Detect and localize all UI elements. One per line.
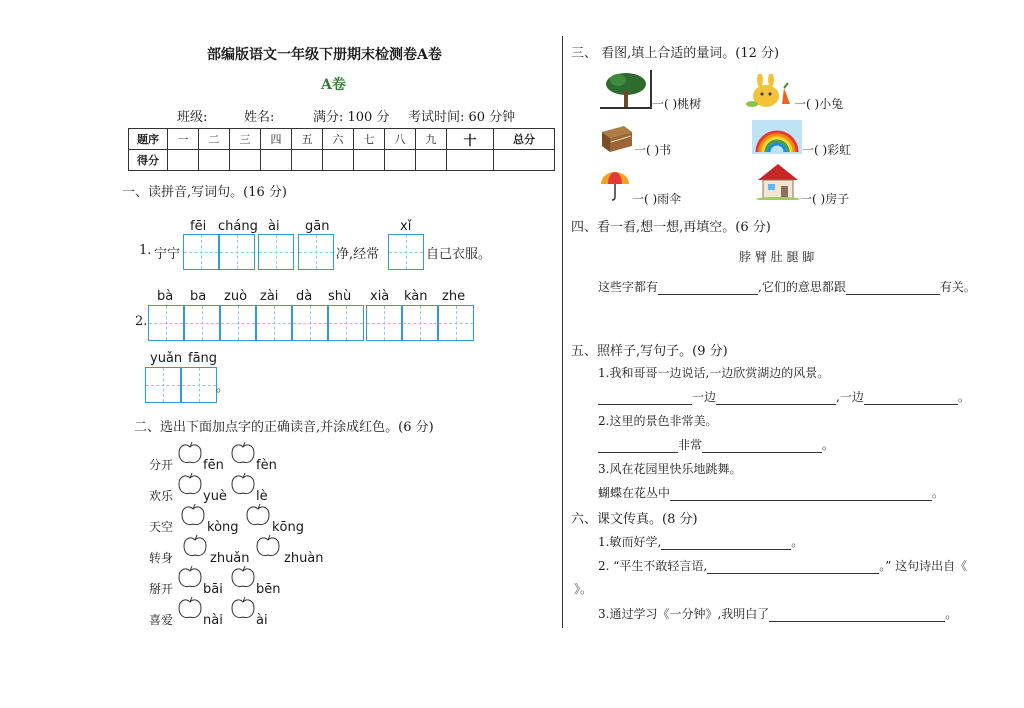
pinyin: shù [328,289,352,304]
answer-blank[interactable] [702,438,822,453]
q5-fill [598,388,970,405]
q2-word: 转身 [149,551,174,565]
q2-option: nài [203,613,223,628]
info-score: 满分: 100 分 [313,110,390,125]
write-box[interactable] [298,234,334,270]
apple-icon[interactable] [245,503,271,527]
apple-icon[interactable] [230,441,256,465]
write-box[interactable] [181,367,217,403]
score-table-header: 九 [416,129,447,150]
q6-line-wrap: 》。 [574,582,593,596]
q2-word: 欢乐 [149,489,174,503]
write-box[interactable] [256,305,292,341]
write-box[interactable] [219,234,255,270]
q4-words: 脖 臂 肚 腿 脚 [739,250,815,264]
write-box-group [183,234,255,270]
apple-icon[interactable] [255,534,281,558]
pinyin: fāng [188,351,218,366]
q4-text: ,它们的意思都跟 [758,280,846,294]
q2-option: kōng [272,520,304,535]
write-box-group [258,234,294,270]
score-cell[interactable] [494,150,555,171]
info-time: 考试时间: 60 分钟 [408,110,516,125]
pinyin: ba [190,289,207,304]
answer-blank[interactable] [769,607,945,622]
q5-text: 。 [932,486,945,500]
pinyin: dà [296,289,313,304]
q2-option: bēn [256,582,281,597]
answer-blank[interactable] [670,486,932,501]
q1-line1-text: 宁宁 [154,247,181,262]
q2-option: lè [256,489,268,504]
apple-icon[interactable] [177,596,203,620]
q6-text: 。 [945,607,958,621]
info-name: 姓名: [244,110,275,125]
score-table-header: 八 [385,129,416,150]
q4-text: 这些字都有 [598,280,659,294]
info-class: 班级: [177,110,208,125]
apple-icon[interactable] [230,472,256,496]
q2-option: kòng [207,520,239,535]
pinyin: fēi [190,219,207,234]
score-table-header: 总分 [494,129,555,150]
q2-word: 掰开 [149,582,174,596]
q5-example: 3.风在花园里快乐地跳舞。 [598,462,742,476]
q5-fill [598,436,834,453]
write-box-group [148,305,364,341]
score-table-header: 六 [323,129,354,150]
q3-item: 一( )雨伞 [632,192,682,206]
pinyin: xǐ [400,219,412,234]
q5-fill [598,484,944,501]
q3-title: 三、 看图,填上合适的量词。(12 分) [571,46,780,61]
score-cell[interactable] [199,150,230,171]
score-cell[interactable] [447,150,494,171]
write-box-group [388,234,424,270]
q2-option: yuè [203,489,227,504]
q6-text: 。 [791,535,804,549]
q6-line [598,557,967,574]
answer-blank[interactable] [846,280,940,295]
score-cell[interactable] [261,150,292,171]
q5-text: 蝴蝶在花丛中 [598,486,671,500]
score-table-header: 题序 [129,129,168,150]
write-box[interactable] [183,234,219,270]
q6-text: 2. “平生不敢轻言语, [598,559,708,573]
umbrella-icon [598,170,632,202]
q2-word: 喜爱 [149,613,174,627]
write-box-group [366,305,474,341]
write-box[interactable] [148,305,184,341]
q1-title: 一、读拼音,写词句。(16 分) [122,185,287,200]
write-box[interactable] [388,234,424,270]
q6-text: 1.敏而好学, [598,535,662,549]
score-cell[interactable] [292,150,323,171]
house-icon [756,162,800,200]
write-box-group [298,234,334,270]
pinyin: kàn [404,289,428,304]
column-divider [562,36,563,628]
q6-title: 六、课文传真。(8 分) [571,512,698,527]
answer-blank[interactable] [598,438,678,453]
q5-text: ,一边 [836,390,864,404]
pinyin: cháng [218,219,258,234]
pinyin: ài [268,219,280,234]
q3-item: 一( )桃树 [652,97,702,111]
q5-example: 1.我和哥哥一边说话,一边欣赏湖边的风景。 [598,366,830,380]
answer-blank[interactable] [598,390,692,405]
peach-tree-icon [600,70,652,110]
q2-option: fēn [203,458,224,473]
write-box[interactable] [258,234,294,270]
q5-example: 2.这里的景色非常美。 [598,414,718,428]
answer-blank[interactable] [658,280,758,295]
q2-option: zhuǎn [210,551,250,566]
pinyin: zài [260,289,279,304]
q2-word: 天空 [149,520,174,534]
q3-item: 一( )小兔 [794,97,844,111]
score-cell[interactable] [354,150,385,171]
apple-icon[interactable] [180,503,206,527]
pinyin: yuǎn [150,351,183,366]
q2-title: 二、选出下面加点字的正确读音,并涂成红色。(6 分) [134,420,434,435]
apple-icon[interactable] [230,565,256,589]
answer-blank[interactable] [716,390,836,405]
q5-text: 。 [957,390,970,404]
pinyin: bà [157,289,174,304]
score-cell[interactable] [416,150,447,171]
q3-item: 一( )房子 [800,192,850,206]
page-subtitle: A卷 [321,77,346,93]
q2-option: bāi [203,582,223,597]
score-table-header: 四 [261,129,292,150]
q1-line1-text: 净,经常 [336,247,380,262]
q5-text: 。 [822,438,835,452]
apple-icon[interactable] [177,565,203,589]
apple-icon[interactable] [177,441,203,465]
q1-line3-end: 。 [216,380,230,395]
apple-icon[interactable] [182,534,208,558]
write-box[interactable] [402,305,438,341]
write-box[interactable] [145,367,181,403]
q2-option: fèn [256,458,277,473]
apple-icon[interactable] [177,472,203,496]
answer-blank[interactable] [864,390,958,405]
write-box[interactable] [438,305,474,341]
q2-word: 分开 [149,458,174,472]
score-table-header: 十 [447,129,494,150]
pinyin: xià [370,289,390,304]
score-table-header: 一 [168,129,199,150]
write-box[interactable] [366,305,402,341]
q5-text: 非常 [678,438,703,452]
book-icon [598,124,634,154]
q3-item: 一( )书 [634,143,672,157]
score-cell[interactable] [230,150,261,171]
q6-line [598,533,803,550]
q6-text: 3.通过学习《一分钟》,我明白了 [598,607,770,621]
score-cell[interactable] [385,150,416,171]
q2-option: zhuàn [284,551,324,566]
q1-line2-num: 2. [135,314,148,329]
score-cell[interactable] [323,150,354,171]
q1-line1-num: 1. [139,243,152,258]
q5-text: 一边 [692,390,717,404]
q1-line1-text: 自己衣服。 [426,247,492,262]
q2-option: ài [256,613,268,628]
pinyin: gān [305,219,330,234]
page-title: 部编版语文一年级下册期末检测卷A卷 [207,47,442,63]
write-box[interactable] [220,305,256,341]
score-cell[interactable] [168,150,199,171]
write-box-group [145,367,217,403]
pinyin: zuò [224,289,248,304]
q6-line [598,605,957,622]
q4-text: 有关。 [939,280,976,294]
q3-item: 一( )彩虹 [802,143,852,157]
q4-sentence [598,278,976,295]
score-table-header: 七 [354,129,385,150]
pinyin: zhe [442,289,466,304]
rainbow-icon [752,120,802,154]
q4-title: 四、看一看,想一想,再填空。(6 分) [571,220,771,235]
score-table-header: 五 [292,129,323,150]
score-table-row-label: 得分 [129,150,168,171]
q6-text: 。” 这句诗出自《 [879,559,968,573]
write-box[interactable] [292,305,328,341]
score-table [128,128,555,171]
q5-title: 五、照样子,写句子。(9 分) [571,344,728,359]
answer-blank[interactable] [661,535,791,550]
score-table-header: 三 [230,129,261,150]
rabbit-icon [744,74,794,110]
score-table-header: 二 [199,129,230,150]
write-box[interactable] [184,305,220,341]
write-box[interactable] [328,305,364,341]
apple-icon[interactable] [230,596,256,620]
answer-blank[interactable] [707,559,879,574]
